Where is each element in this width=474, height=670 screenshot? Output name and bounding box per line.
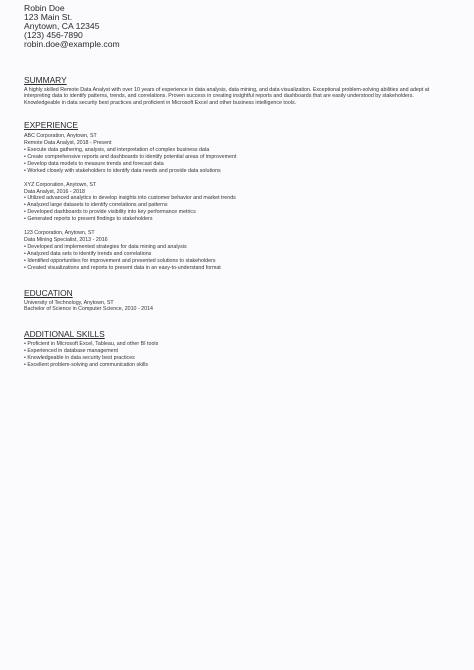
summary-text: A highly skilled Remote Data Analyst with over 10 years of experience in data analysis, data mining, and data visualization. Exceptional problem-solving abilities and adept at interpreting data to identify patterns, trends, and correlations. Proven success in creating insightful reports and dashboards that are easily understood by stakeholders. Knowledgeable in data security best practices and proficient in Microsoft Excel and other business intelligence tools. <box>24 87 430 106</box>
job-role: Remote Data Analyst, 2018 - Present <box>24 140 112 147</box>
job-bullet: • Generated reports to present findings to stakeholders <box>24 216 153 223</box>
job-bullet: • Develop data models to measure trends and forecast data <box>24 160 164 167</box>
job-bullet: • Utilized advanced analytics to develop insights into customer behavior and market trends <box>24 195 236 202</box>
education-degree: Bachelor of Science in Computer Science, 2010 - 2014 <box>24 306 153 313</box>
job-company: XYZ Corporation, Anytown, ST <box>24 181 97 188</box>
skills-heading: ADDITIONAL SKILLS <box>24 329 105 340</box>
skills-list <box>24 341 450 369</box>
contact-city: Anytown, CA 12345 <box>24 21 100 31</box>
job-role: Data Analyst, 2016 - 2018 <box>24 188 85 195</box>
job-entry <box>24 230 450 271</box>
contact-phone: (123) 456-7890 <box>24 30 83 40</box>
education-block <box>24 300 450 314</box>
job-bullet: • Worked closely with stakeholders to identify data needs and provide data solutions <box>24 167 221 174</box>
job-bullet: • Created visualizations and reports to present data in an easy-to-understand format <box>24 264 221 271</box>
job-entry <box>24 133 450 174</box>
contact-block <box>24 4 450 49</box>
job-entry <box>24 182 450 223</box>
job-bullets <box>24 244 450 272</box>
job-bullet: • Execute data gathering, analysis, and interpretation of complex business data <box>24 147 210 154</box>
job-role: Data Mining Specialist, 2013 - 2016 <box>24 237 108 243</box>
contact-name: Robin Doe <box>24 3 65 13</box>
skill-item: • Knowledgeable in data security best practices <box>24 355 135 362</box>
job-bullet: • Identified opportunities for improvement and presented solutions to stakeholders <box>24 257 216 264</box>
job-bullet: • Developed and implemented strategies for data mining and analysis <box>24 243 187 250</box>
contact-email: robin.doe@example.com <box>24 39 120 49</box>
job-bullet: • Create comprehensive reports and dashboards to identify potential areas of improvement <box>24 153 237 160</box>
skill-item: • Proficient in Microsoft Excel, Tableau, and other BI tools <box>24 341 159 348</box>
skill-item: • Excellent problem-solving and communication skills <box>24 362 149 369</box>
job-bullets <box>24 195 450 223</box>
job-bullet: • Analyzed data sets to identify trends and correlations <box>24 250 152 257</box>
education-school: University of Technology, Anytown, ST <box>24 299 114 306</box>
job-company: ABC Corporation, Anytown, ST <box>24 133 97 140</box>
experience-heading: EXPERIENCE <box>24 120 78 131</box>
job-bullet: • Analyzed large datasets to identify correlations and patterns <box>24 202 168 209</box>
skill-item: • Experienced in database management <box>24 348 119 355</box>
contact-street: 123 Main St. <box>24 12 73 22</box>
job-bullets <box>24 147 450 175</box>
education-heading: EDUCATION <box>24 287 73 298</box>
job-bullet: • Developed dashboards to provide visibility into key performance metrics <box>24 209 196 216</box>
job-company: 123 Corporation, Anytown, ST <box>24 230 95 237</box>
summary-heading: SUMMARY <box>24 75 67 85</box>
